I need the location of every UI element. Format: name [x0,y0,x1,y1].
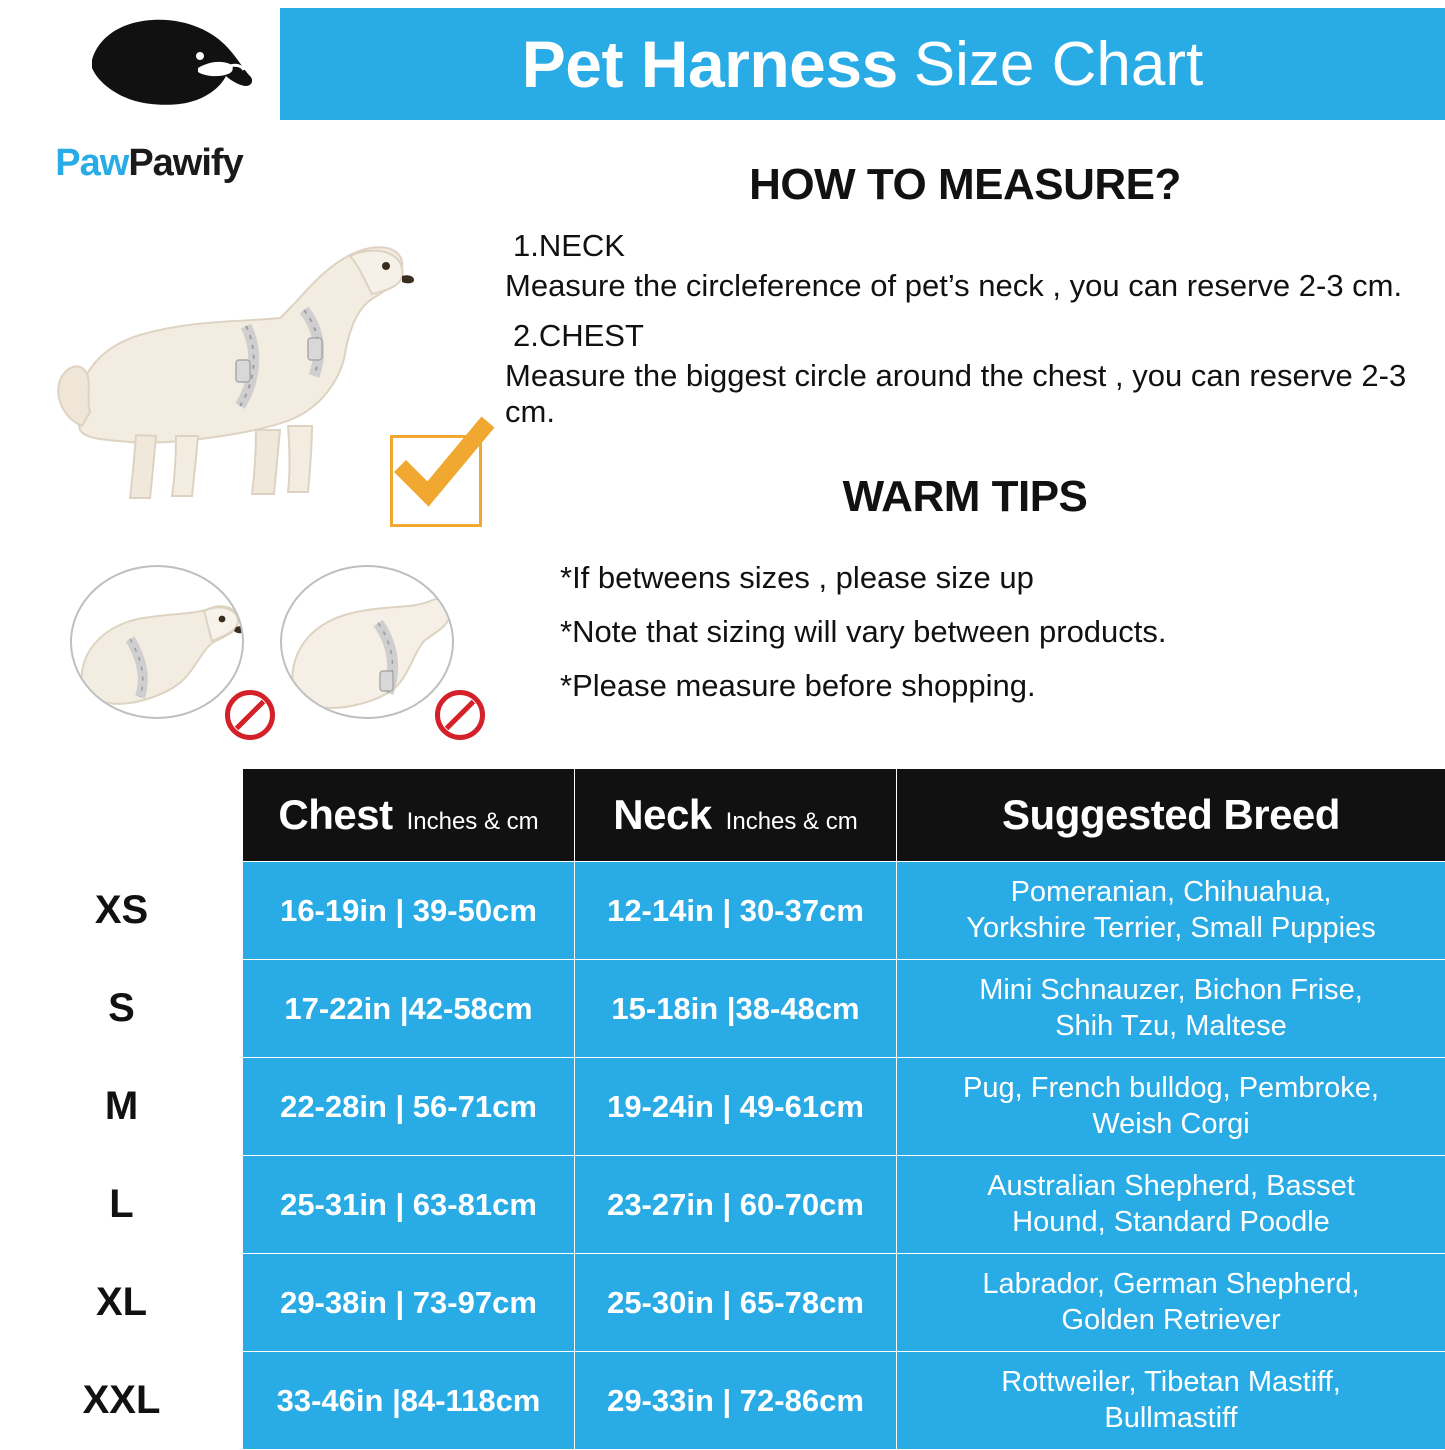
row-breed-s: Mini Schnauzer, Bichon Frise, Shih Tzu, Maltese [897,960,1445,1058]
row-chest-m: 22-28in | 56-71cm [243,1058,575,1156]
size-chart-table [0,768,1445,1450]
header-breed [897,769,1445,862]
dog-photo-main [50,230,430,530]
warm-tip-3: *Please measure before shopping. [560,668,1440,704]
table-row [1,1058,1445,1156]
brand-logo [10,10,280,190]
header-neck-sub: Inches & cm [726,808,858,836]
table-header-row [1,769,1445,862]
header-neck [575,769,897,862]
header-chest-main: Chest [278,791,392,839]
row-neck-s: 15-18in |38-48cm [575,960,897,1058]
how-to-measure-title: HOW TO MEASURE? [500,160,1430,210]
header-size [1,769,243,862]
row-breed-xl: Labrador, German Shepherd, Golden Retriever [897,1254,1445,1352]
row-neck-m: 19-24in | 49-61cm [575,1058,897,1156]
table-row [1,960,1445,1058]
row-chest-xs: 16-19in | 39-50cm [243,862,575,960]
row-breed-m: Pug, French bulldog, Pembroke, Weish Corgi [897,1058,1445,1156]
table-row [1,862,1445,960]
row-neck-l: 23-27in | 60-70cm [575,1156,897,1254]
header-breed-label: Suggested Breed [897,791,1445,839]
measurement-illustration [30,210,510,750]
table-row [1,1352,1445,1450]
row-chest-s: 17-22in |42-58cm [243,960,575,1058]
brand-name-part2: Pawify [128,142,242,184]
row-size-xxl: XXL [1,1352,243,1450]
row-size-xs: XS [1,862,243,960]
row-breed-l: Australian Shepherd, Basset Hound, Standard Poodle [897,1156,1445,1254]
brand-name [24,142,274,185]
incorrect-example-2 [280,565,454,719]
measure-step-2-heading: 2.CHEST [505,318,1435,354]
row-breed-xxl: Rottweiler, Tibetan Mastiff, Bullmastiff [897,1352,1445,1450]
page-title-light: Size Chart [914,29,1203,100]
row-chest-xxl: 33-46in |84-118cm [243,1352,575,1450]
warm-tips-list [560,560,1440,722]
row-chest-l: 25-31in | 63-81cm [243,1156,575,1254]
row-chest-xl: 29-38in | 73-97cm [243,1254,575,1352]
dog-head-icon [80,16,260,134]
measure-step-2-body: Measure the biggest circle around the chest , you can reserve 2-3 cm. [505,358,1435,430]
page-title-bold: Pet Harness [522,26,898,102]
row-size-m: M [1,1058,243,1156]
warm-tips-title: WARM TIPS [500,472,1430,522]
how-to-measure-list [505,228,1435,444]
row-neck-xxl: 29-33in | 72-86cm [575,1352,897,1450]
brand-name-part1: Paw [55,142,128,184]
header-chest-sub: Inches & cm [407,808,539,836]
measure-step-1-body: Measure the circleference of pet’s neck , you can reserve 2-3 cm. [505,268,1435,304]
dog-photo-wrong-1 [72,567,242,717]
incorrect-examples [50,560,470,740]
header-chest [243,769,575,862]
row-breed-xs: Pomeranian, Chihuahua, Yorkshire Terrier, Small Puppies [897,862,1445,960]
row-neck-xs: 12-14in | 30-37cm [575,862,897,960]
row-size-s: S [1,960,243,1058]
no-entry-icon-1 [225,690,275,740]
no-entry-icon-2 [435,690,485,740]
row-size-xl: XL [1,1254,243,1352]
page-title [280,8,1445,120]
row-neck-xl: 25-30in | 65-78cm [575,1254,897,1352]
row-size-l: L [1,1156,243,1254]
table-row [1,1156,1445,1254]
orange-check-icon [388,410,498,520]
measure-step-1-heading: 1.NECK [505,228,1435,264]
warm-tip-1: *If betweens sizes , please size up [560,560,1440,596]
warm-tip-2: *Note that sizing will vary between products. [560,614,1440,650]
header-neck-main: Neck [613,791,711,839]
incorrect-example-1 [70,565,244,719]
dog-photo-wrong-2 [282,567,452,717]
table-row [1,1254,1445,1352]
